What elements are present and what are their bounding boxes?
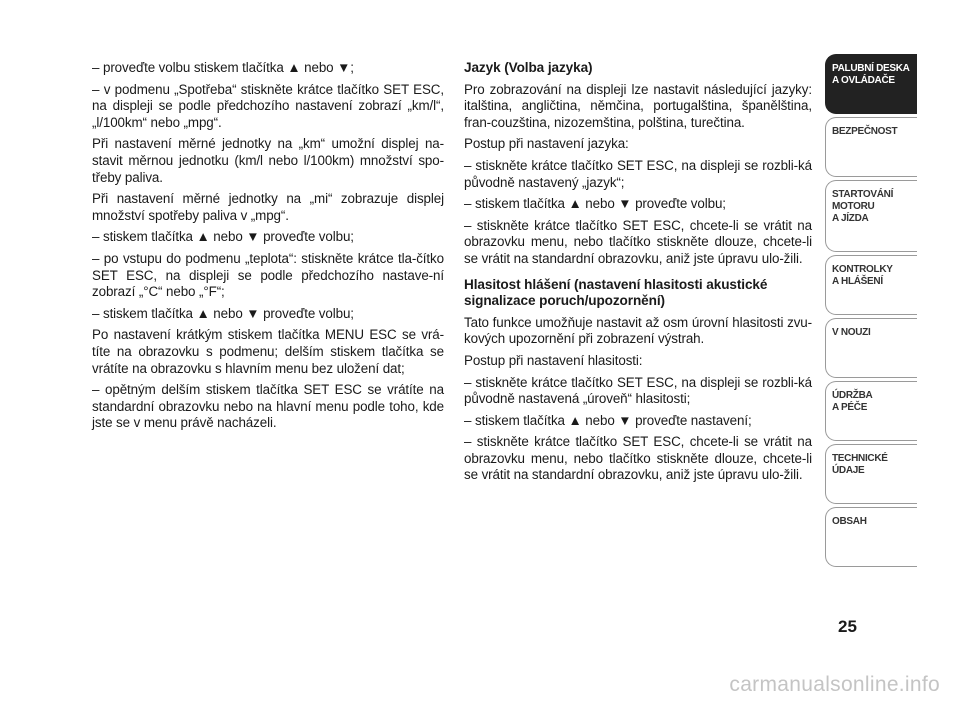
- tab-udrzba[interactable]: [825, 381, 917, 441]
- tab-label-line: V NOUZI: [832, 327, 871, 338]
- paragraph: Tato funkce umožňuje nastavit až osm úrovní hlasitosti zvu-kových upozornění při zobrazení výstrah.: [464, 314, 812, 347]
- tab-label-line: KONTROLKY: [832, 264, 893, 275]
- tab-label-line: A OVLÁDAČE: [832, 75, 895, 86]
- tab-label-line: TECHNICKÉ: [832, 453, 888, 464]
- paragraph: – stiskněte krátce tlačítko SET ESC, na displeji se rozbli-ká původně nastavená „úroveň“ hlasitosti;: [464, 374, 812, 407]
- paragraph: – stiskněte krátce tlačítko SET ESC, chcete-li se vrátit na obrazovku menu, nebo tlačítko stiskněte dlouze, chcete-li se vrátit na standardní obrazovku, aniž jste úpravu ulo-žili.: [464, 434, 812, 483]
- tab-label-line: A PÉČE: [832, 402, 868, 413]
- tab-label-line: ÚDAJE: [832, 465, 865, 476]
- paragraph: – stiskem tlačítka ▲ nebo ▼ proveďte volbu;: [92, 305, 354, 321]
- paragraph: – stiskněte krátce tlačítko SET ESC, chcete-li se vrátit na obrazovku menu, nebo tlačítko stiskněte dlouze, chcete-li se vrátit na standardní obrazovku, aniž jste úpravu ulo-žili.: [464, 217, 812, 266]
- tab-label-line: STARTOVÁNÍ: [832, 189, 894, 200]
- tab-label-line: A JÍZDA: [832, 213, 869, 224]
- tab-v-nouzi[interactable]: [825, 318, 917, 378]
- paragraph: – proveďte volbu stiskem tlačítka ▲ nebo ▼;: [92, 60, 354, 75]
- tab-label-line: BEZPEČNOST: [832, 126, 898, 137]
- page-number: 25: [838, 617, 857, 636]
- tab-label-line: MOTORU: [832, 201, 875, 212]
- watermark: carmanualsonline.info: [729, 673, 940, 696]
- paragraph: – po vstupu do podmenu „teplota“: stiskněte krátce tla-čítko SET ESC, na displeji se podle předchozího nastave-ní zobrazí „°C“ nebo „°F“;: [92, 250, 444, 300]
- paragraph: – v podmenu „Spotřeba“ stiskněte krátce tlačítko SET ESC, na displeji se podle předchozího nastavení zobrazí „km/l“, „l/100km“ nebo „mpg“.: [92, 81, 444, 130]
- paragraph: Po nastavení krátkým stiskem tlačítka MENU ESC se vrá-títe na obrazovku s podmenu; delším stiskem tlačítka se vrátíte na obrazovku s hlavním menu bez uložení dat;: [92, 327, 444, 376]
- tab-label-line: ÚDRŽBA: [832, 390, 873, 401]
- paragraph: – stiskem tlačítka ▲ nebo ▼ proveďte volbu;: [92, 229, 354, 245]
- paragraph: – stiskněte krátce tlačítko SET ESC, na displeji se rozbli-ká původně nastavený „jazyk“;: [464, 157, 812, 190]
- section-heading-language: Jazyk (Volba jazyka): [464, 60, 593, 75]
- tab-kontrolky[interactable]: [825, 255, 917, 315]
- paragraph: Při nastavení měrné jednotky na „mi“ zobrazuje displej množství spotřeby paliva v „mpg“.: [92, 191, 444, 223]
- tab-technicke-udaje[interactable]: [825, 444, 917, 504]
- left-text-column: [92, 60, 444, 437]
- paragraph: Pro zobrazování na displeji lze nastavit následující jazyky: italština, angličtina, němčina, portugalština, španělština, fran-couzština, nizozemština, polština, turečtina.: [464, 81, 812, 130]
- tab-obsah[interactable]: [825, 507, 917, 567]
- tab-label-line: OBSAH: [832, 516, 867, 527]
- tab-label-line: PALUBNÍ DESKA: [832, 63, 910, 74]
- section-heading-volume: Hlasitost hlášení (nastavení hlasitosti akustické signalizace poruch/upozornění): [464, 276, 768, 309]
- tab-palubni-deska[interactable]: [825, 54, 917, 114]
- paragraph: – stiskem tlačítka ▲ nebo ▼ proveďte volbu;: [464, 196, 726, 212]
- paragraph: Postup při nastavení hlasitosti:: [464, 352, 643, 368]
- right-text-column: [464, 60, 812, 489]
- paragraph: Při nastavení měrné jednotky na „km“ umožní displej na-stavit měrnou jednotku (km/l nebo l/100km) množství spo-třeby paliva.: [92, 136, 444, 185]
- chapter-tabs: [825, 54, 917, 570]
- paragraph: Postup při nastavení jazyka:: [464, 136, 629, 152]
- paragraph: – opětným delším stiskem tlačítka SET ESC se vrátíte na standardní obrazovku nebo na hlavní menu podle toho, kde jste se v menu právě nacházeli.: [92, 382, 444, 431]
- paragraph: – stiskem tlačítka ▲ nebo ▼ proveďte nastavení;: [464, 412, 752, 428]
- tab-bezpecnost[interactable]: [825, 117, 917, 177]
- tab-label-line: A HLÁŠENÍ: [832, 276, 883, 287]
- tab-startovani[interactable]: [825, 180, 917, 252]
